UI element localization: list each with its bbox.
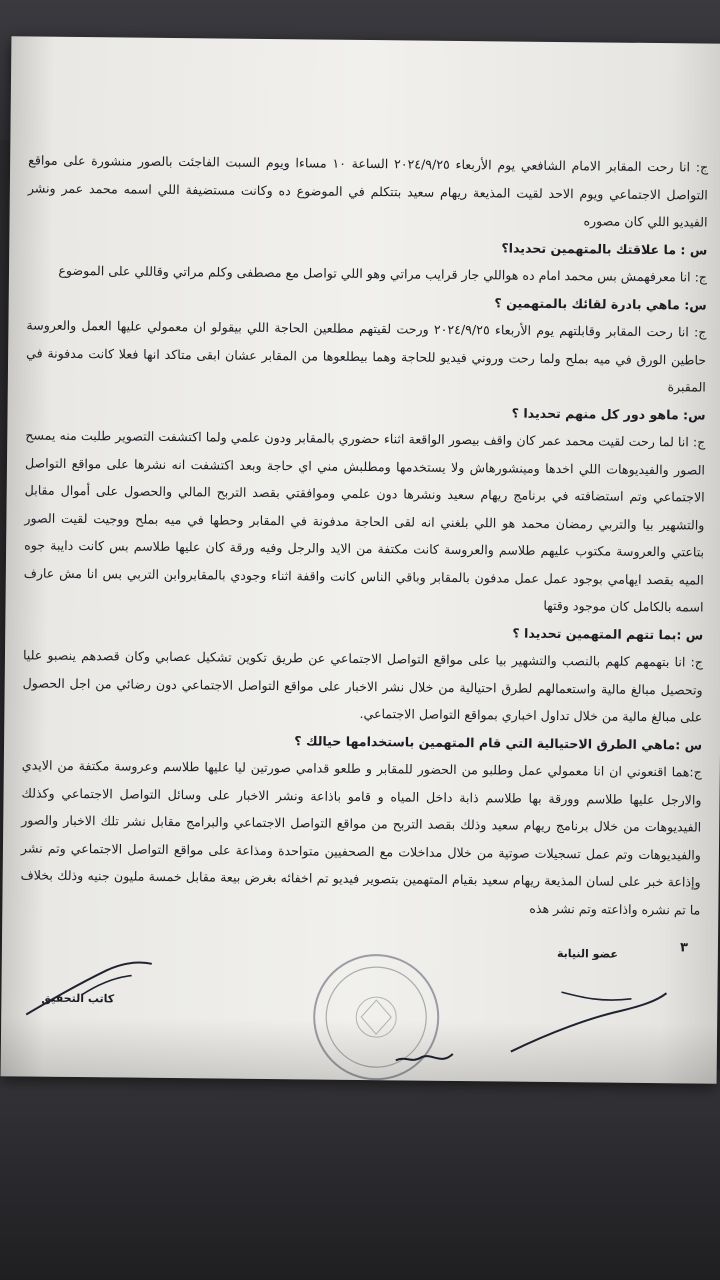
answer-paragraph: ج: انا لما رحت لقيت محمد عمر كان واقف بيصور الواقعة اثناء حضوري بالمقابر ودون علمي ولما اكتشفت التصوير طلبت منه يمسح الصور والفيديوهات اللي اخدها ومينشورهاش ولا يستخدمها ومطلبش مني اي حاجة وبعد اكتشفت انه نشرها على مواقع التواصل الاجتماعي وتم استضافته في برنامج ريهام سعيد ونشرها دون علمي وموافقتي بقصد التربح المالي والحصول على أموال مقابل والتشهير بيا والتربي رمضان محمد هو اللي بلغني انه لقى الحاجة مدفونة في المقابر وحطها في ميه بملح ووجيت لقيت الصور بتاعتي والعروسة مكتوب عليهم طلاسم والعروسة كانت مكتفة من الايد والرجل وفيه ورقة كان عليها طلاسم بس كانت دايبة جوه الميه بقصد ايهامي بوجود عمل عمل مدفون بالمقابر وباقي الناس كانت واقفة اثناء وجودي بالمقابروابن التربي بس انا مش عارف اسمه بالكامل كان موجود وقتها — [23, 427, 706, 615]
document-body — [20, 146, 708, 923]
answer-paragraph: ج: انا بتهمهم كلهم بالنصب والتشهير بيا على مواقع التواصل الاجتماعي عن طريق تكوين تشكيل عصابي وكان قصدهم ينصبو عليا وتحصيل مبالغ مالية واستعمالهم لطرق احتيالية من خلال نشر الاخبار على مواقع التواصل الاجتماعي دون رضائي من اجل الحصول على مبالغ مالية من خلال تداول اخباري بمواقع التواصل الاجتماعي. — [22, 647, 704, 725]
clerk-signature — [501, 971, 672, 1063]
clerk-label: كاتب التحقيق — [41, 991, 115, 1006]
document-page — [1, 36, 720, 1083]
background-bottom — [0, 1070, 720, 1280]
question-line: س: ماهو دور كل منهم تحديدا ؟ — [511, 405, 706, 423]
prosecutor-label: عضو النيابة — [556, 947, 618, 961]
prosecutor-signature — [21, 954, 162, 1025]
answer-paragraph: ج:هما اقنعوني ان انا معمولي عمل وطلبو من الحضور للمقابر و طلعو قدامي صورتين ليا عليها طلاسم وعروسة مكتفة من الايدي والارجل عليها طلاسم وورقة بها طلاسم ذابة داخل المياه و قامو باذاعة ونشر الاخبار على وسائل التواصل الاجتماعي وكذلك الفيديوهات من خلال برنامج ريهام سعيد وذلك بقصد التربح من مواقع التواصل الاجتماعي والبرامج مقابل نشر تلك الاخبار والصور والفيديوهات وتم عمل تسجيلات صوتية من خلال مداخلات مع الصحفيين متواحدة ومذاعة على مواقع التواصل الاجتماعي وتم نشر وإذاعة خبر على لسان المذيعة ريهام سعيد بقيام المتهمين بتصوير فيديو تم اخفائه بغرض بيعة مقابل خمسة مليون جنيه وذلك بخلاف ما تم نشره واذاعته وتم نشر هذه — [20, 757, 702, 918]
answer-paragraph: ج: انا رحت المقابر الامام الشافعي يوم الأربعاء ٢٠٢٤/٩/٢٥ الساعة ١٠ مساءا ويوم السبت الفاجئت بالصور منشورة على مواقع التواصل الاجتماعي ويوم الاحد لقيت المذيعة ريهام سعيد بتتكلم في الموضوع ده وكانت مستضيفة اللي اسمه محمد عمر ونشر الفيديو اللي كان مصوره — [27, 152, 709, 230]
question-line: س :ماهي الطرق الاحتيالية التي قام المتهمين باستخدامها حيالك ؟ — [294, 732, 703, 753]
answer-paragraph: ج: انا رحت المقابر وقابلتهم يوم الأربعاء ٢٠٢٤/٩/٢٥ ورحت لقيتهم مطلعين الحاجة اللي بيقولو ان معمولي عليها العمل والعروسة حاطين الورق في ميه بملح ولما رحت وروني فيديو للحاجة وهما بيطلعوها من المقابر عشان ابقى متاكد انها فعلا كانت مدفونة في المقبرة — [26, 317, 707, 395]
page-number: ٣ — [679, 940, 689, 956]
official-stamp — [300, 944, 452, 1091]
question-line: س : ما علاقتك بالمتهمين تحديدا؟ — [501, 239, 708, 258]
question-line: س: ماهي بادرة لقائك بالمتهمين ؟ — [494, 294, 707, 313]
answer-paragraph: ج: انا معرفهمش بس محمد امام ده هواللي جار قرايب مراتي وهو اللي تواصل مع مصطفى وكلم مراتي وقاللي على الموضوع — [58, 262, 708, 285]
initials-mark — [391, 1035, 471, 1076]
question-line: س :بما تتهم المتهمين تحديدا ؟ — [512, 625, 704, 643]
